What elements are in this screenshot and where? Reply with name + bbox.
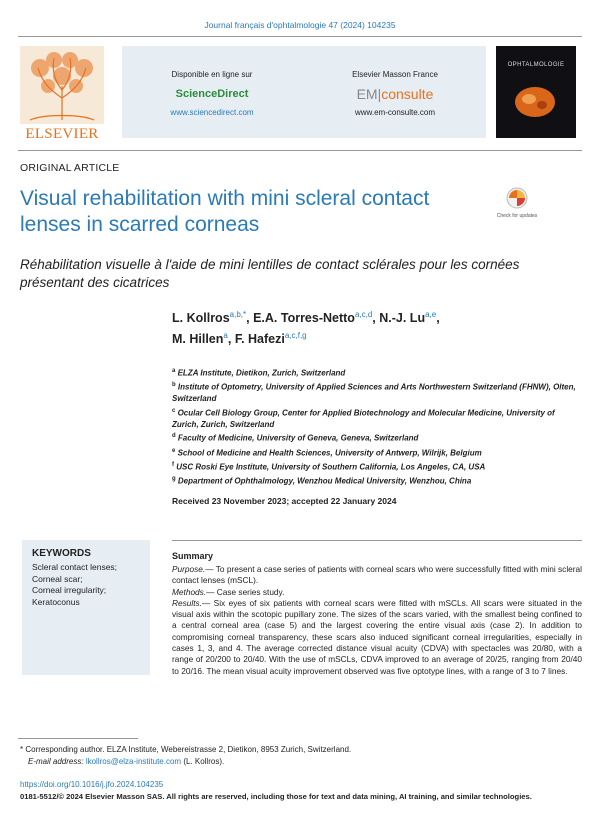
email-link[interactable]: lkollros@elza-institute.com — [85, 756, 182, 766]
affiliation — [172, 460, 582, 473]
email-suffix: (L. Kollros). — [183, 756, 225, 766]
emconsulte-logo-em: EM — [356, 86, 378, 102]
summary-section-text: Case series study. — [216, 586, 285, 597]
summary-section-label: Methods. — [172, 586, 207, 597]
received-dates: Received 23 November 2023; accepted 22 January 2024 — [172, 496, 397, 506]
affiliation-text: Faculty of Medicine, University of Geneva, Geneva, Switzerland — [177, 434, 419, 444]
affiliation — [172, 366, 582, 379]
emconsulte-logo[interactable] — [305, 86, 485, 102]
affiliation — [172, 380, 582, 405]
summary-section-label: Purpose. — [172, 564, 206, 574]
emconsulte-link[interactable]: www.em-consulte.com — [354, 108, 436, 117]
affiliation-key: c — [172, 407, 176, 414]
author-affiliation-marks[interactable]: a,c,d — [354, 310, 373, 319]
affiliation-key: b — [172, 382, 176, 389]
check-for-updates-icon[interactable] — [500, 186, 534, 226]
affiliation-text: Ocular Cell Biology Group, Center for Applied Biotechnology and Molecular Medicine, University of Zurich, Zurich, Switzerland — [172, 408, 555, 429]
keyword: Corneal scar; — [32, 573, 83, 584]
affiliation-text: Institute of Optometry, University of Applied Sciences and Arts Northwestern Switzerland (FHNW), Olten, Switzerland — [172, 382, 576, 404]
affiliation-text: USC Roski Eye Institute, University of Southern California, Los Angeles, CA, USA — [176, 462, 486, 472]
affiliation-text: Department of Ophthalmology, Wenzhou Medical University, Wenzhou, China — [177, 476, 472, 486]
affiliation — [172, 474, 582, 487]
journal-citation[interactable]: Journal français d'ophtalmologie 47 (2024) 104235 — [204, 20, 396, 30]
emconsulte-logo-rest: consulte — [381, 86, 434, 102]
keyword: Corneal irregularity; — [32, 585, 107, 595]
summary-body — [172, 564, 582, 677]
affiliation-key: e — [172, 447, 176, 454]
online-availability-label: Disponible en ligne sur — [171, 70, 253, 79]
author-list: L. Kollros$^{a,b,*}$, E.A. Torres-Netto$^{a,c,d}$, N.-J. Lu$^{a,e}$, M. Hillen$^a$, F. Hafezi$^{a,c,f,g}$ — [172, 310, 440, 347]
article-title: Visual rehabilitation with mini scleral contact lenses in scarred corneas — [20, 187, 430, 236]
summary-section-text: Six eyes of six patients with corneal scars were fitted with mSCLs. All scars were situated in the visual axis within the scotopic pupillary zone. The sizes of the scars varied, with the smallest being confined to a central corneal area (case 5) and the largest covering the entire visual axis (case 2). In addition to compromising corneal transparency, these scars also induced significant corneal irregularities, especially in cases 1, 3, and 4. The average corrected distance visual acuity (CDVA) with spectacles was 20/80, with a range of 20/200 to 20/40. With the use of mSCLs, CDVA improved to an average of 20/25, ranging from 20/40 to 20/16. The mean visual acuity improvement observed was five optotype lines, with a range of 3 to 7 lines. — [172, 597, 582, 676]
affiliation-list — [172, 366, 582, 488]
email-line — [20, 756, 580, 768]
summary-section-text: To present a case series of patients with corneal scars who were successfully fitted with mini scleral contact lenses (mSCL). — [172, 564, 583, 586]
corresponding-footnote — [20, 744, 580, 767]
summary-section: Methods.— Case series study. — [172, 586, 285, 597]
affiliation-text: ELZA Institute, Dietikon, Zurich, Switzerland — [177, 368, 346, 378]
corresponding-author: * Corresponding author. ELZA Institute, Webereistrasse 2, Dietikon, 8953 Zurich, Switzerland. — [20, 745, 352, 754]
author-affiliation-marks[interactable]: a,b,* — [229, 310, 247, 319]
author-affiliation-marks[interactable]: a — [223, 331, 228, 341]
publisher-label: Elsevier Masson France — [352, 70, 438, 79]
footnote-divider — [18, 738, 138, 739]
article-title-french: Réhabilitation visuelle à l'aide de mini lentilles de contact sclérales pour les cornées présentant des cicatrices — [20, 257, 520, 290]
affiliation-key: d — [172, 433, 176, 440]
affiliation-key: a — [172, 368, 176, 374]
summary-section: Results.— Six eyes of six patients with corneal scars were fitted with mSCLs. All scars were situated in the visual axis within the scotopic pupillary zone. The sizes of the scars varied, with the smallest being confined to a central corneal area (case 5) and the largest covering the entire visual axis (case 2). In addition to compromising corneal transparency, these scars also induced significant corneal irregularities, especially in cases 1, 3, and 4. The average corrected distance visual acuity (CDVA) with spectacles was 20/80, with a range of 20/200 to 20/40. With the use of mSCLs, CDVA improved to an average of 20/25, ranging from 20/40 to 20/16. The mean visual acuity improvement observed was five optotype lines, with a range of 3 to 7 lines. — [172, 597, 582, 676]
affiliation-key: g — [172, 475, 176, 482]
sciencedirect-logo[interactable]: ScienceDirect — [175, 88, 249, 100]
affiliation — [172, 406, 582, 431]
author-affiliation-marks[interactable]: a,e — [425, 310, 437, 319]
affiliation — [172, 446, 582, 459]
divider — [172, 540, 582, 541]
affiliation-text: School of Medicine and Health Sciences, University of Antwerp, Wilrijk, Belgium — [177, 448, 482, 458]
check-for-updates-label[interactable]: Check for updates — [496, 213, 538, 219]
keyword: Keratoconus — [32, 596, 80, 607]
author-name[interactable]: N.-J. Lu — [379, 311, 426, 326]
doi-link[interactable]: https://doi.org/10.1016/j.jfo.2024.104235 — [20, 780, 164, 789]
keywords-title: KEYWORDS — [32, 548, 91, 559]
divider — [18, 150, 582, 151]
keyword: Scleral contact lenses; — [32, 562, 118, 572]
affiliation — [172, 431, 582, 444]
sciencedirect-link[interactable]: www.sciencedirect.com — [170, 108, 254, 117]
copyright-notice: 0181-5512/© 2024 Elsevier Masson SAS. All rights are reserved, including those for text and data mining, AI training, and similar technologies. — [20, 792, 532, 801]
divider — [18, 36, 582, 37]
author-name[interactable]: F. Hafezi — [234, 332, 285, 347]
author-name[interactable]: M. Hillen — [172, 332, 224, 347]
cover-title: OPHTALMOLOGIE — [507, 62, 565, 68]
article-type: ORIGINAL ARTICLE — [20, 162, 120, 174]
elsevier-wordmark[interactable]: ELSEVIER — [25, 126, 99, 142]
author-name[interactable]: L. Kollros — [172, 311, 230, 326]
author-name[interactable]: E.A. Torres-Netto — [253, 311, 355, 326]
affiliation-key: f — [172, 461, 174, 468]
summary-heading: Summary — [172, 551, 214, 561]
keywords-list — [32, 562, 148, 608]
cover-fundus-image-icon — [512, 84, 558, 120]
author-affiliation-marks[interactable]: a,c,f,g — [284, 331, 307, 341]
summary-section-label: Results. — [172, 597, 202, 608]
logo-separator: | — [377, 86, 382, 102]
email-label: E-mail address: — [28, 756, 84, 766]
summary-section: Purpose.— To present a case series of patients with corneal scars who were successfully fitted with mini scleral contact lenses (mSCL). — [172, 564, 583, 586]
